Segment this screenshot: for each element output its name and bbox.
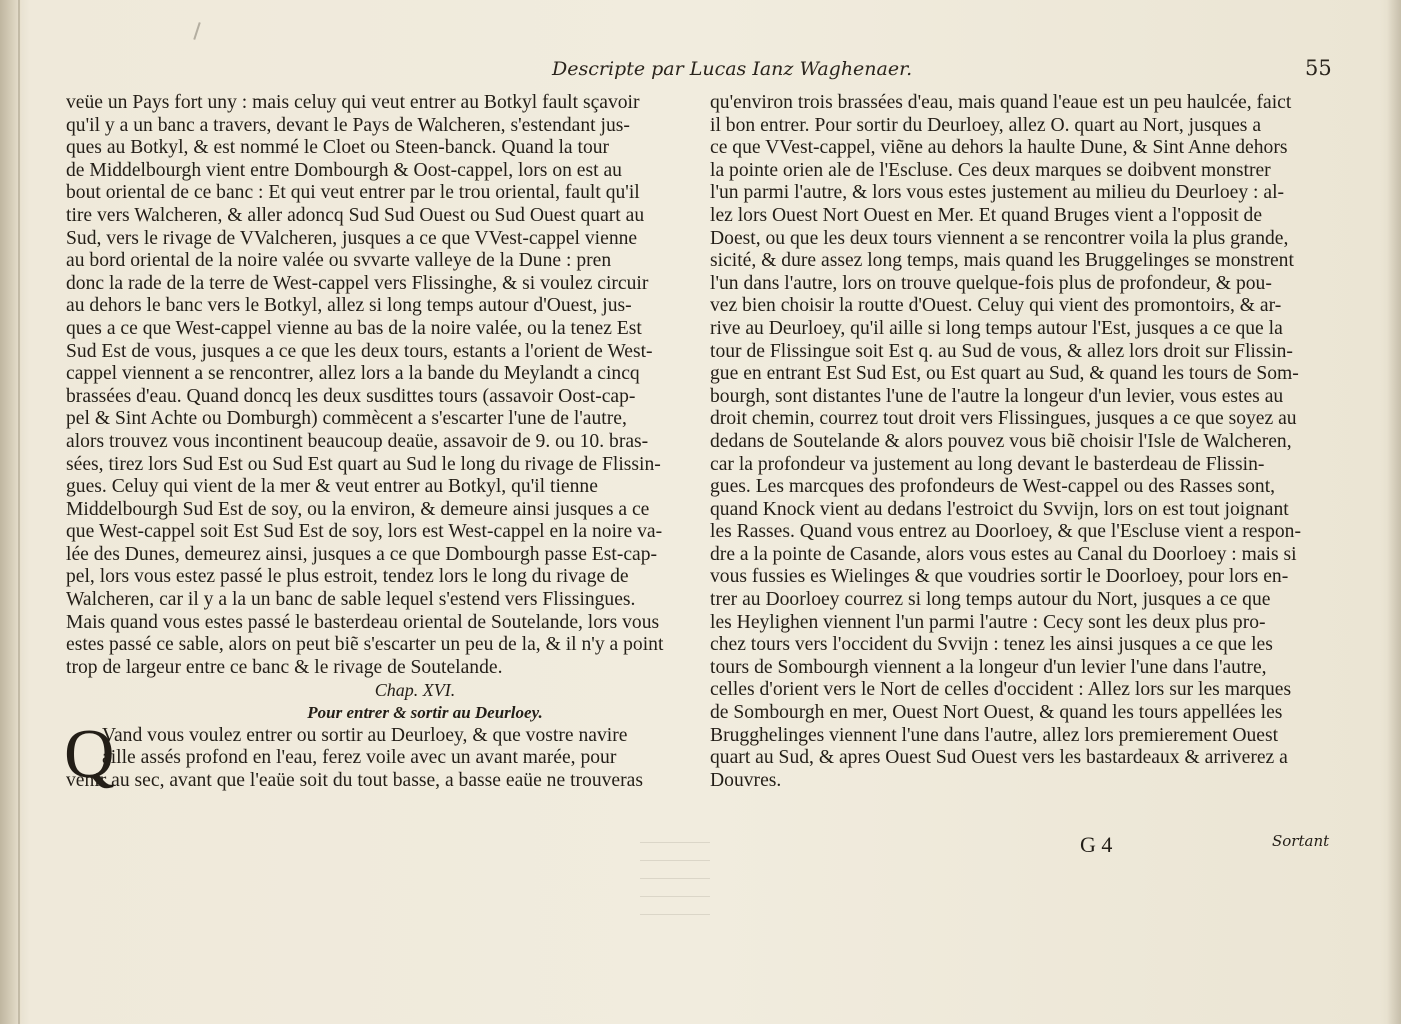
text-line: brassées d'eau. Quand doncq les deux susdittes tours (assavoir Oost-cap- bbox=[66, 385, 636, 407]
text-line: Walcheren, car il y a la un banc de sable lequel s'estend vers Flissingues. bbox=[66, 589, 636, 611]
right-column-body bbox=[710, 92, 1340, 792]
text-line: vous fussies es Wielinges & que voudries sortir le Doorloey, pour lors en- bbox=[710, 566, 1289, 588]
text-line: chez tours vers l'occident du Svvijn : tenez les ainsi jusques a ce que les bbox=[710, 634, 1273, 656]
page-number: 55 bbox=[1305, 56, 1332, 80]
text-line: quart au Sud, & apres Ouest Sud Ouest vers les bastardeaux & arriverez a bbox=[710, 747, 1288, 769]
text-line: dedans de Soutelande & alors pouvez vous biẽ choisir l'Isle de Walcheren, bbox=[710, 430, 1292, 452]
right-column bbox=[710, 92, 1340, 792]
text-line: qu'environ trois brassées d'eau, mais quand l'eaue est un peu haulcée, faict bbox=[710, 92, 1292, 113]
text-line: bourgh, sont distantes l'une de l'autre la longeur d'un levier, vous estes au bbox=[710, 385, 1284, 407]
chapter-heading: Chap. XVI. bbox=[374, 680, 456, 701]
text-line: trop de largeur entre ce banc & le rivage de Soutelande. bbox=[66, 656, 503, 678]
text-line: sées, tirez lors Sud Est ou Sud Est quart au Sud le long du rivage de Flissin- bbox=[66, 453, 661, 475]
text-line: tours de Sombourgh viennent a la longeur d'un levier l'une dans l'autre, bbox=[710, 656, 1267, 678]
running-title: Descripte par Lucas Ianz Waghenaer. bbox=[552, 58, 913, 80]
text-line: venir au sec, avant que l'eaüe soit du tout basse, a basse eaüe ne trouveras bbox=[66, 769, 643, 791]
text-line: celles d'orient vers le Nort de celles d'occident : Allez lors sur les marques bbox=[710, 679, 1292, 701]
text-line: lée des Dunes, demeurez ainsi, jusques a ce que Dombourgh passe Est-cap- bbox=[66, 543, 658, 565]
dropcap-letter: Q bbox=[64, 715, 115, 793]
text-line: qu'il y a un banc a travers, devant le Pays de Walcheren, s'estendant jus- bbox=[66, 114, 630, 136]
left-column bbox=[66, 92, 694, 792]
left-column-body bbox=[66, 92, 694, 679]
text-line: Vand vous voulez entrer ou sortir au Deurloey, & que vostre navire bbox=[102, 724, 628, 746]
text-line: Middelbourgh Sud Est de soy, ou la environ, & demeure ainsi jusques a ce bbox=[66, 498, 650, 520]
text-line: rive au Deurloey, qu'il aille si long temps autour l'Est, jusques a ce que la bbox=[710, 317, 1283, 339]
section-heading: Pour entrer & sortir au Deurloey. bbox=[307, 703, 543, 723]
text-line: sicité, & dure assez long temps, mais quand les Bruggelinges se monstrent bbox=[710, 250, 1294, 272]
text-line: ques au Botkyl, & est nommé le Cloet ou Steen-banck. Quand la tour bbox=[66, 137, 610, 159]
text-line: Mais quand vous estes passé le basterdeau oriental de Soutelande, lors vous bbox=[66, 611, 660, 633]
text-line: gues. Les marcques des profondeurs de West-cappel ou des Rasses sont, bbox=[710, 476, 1276, 498]
text-line: gues. Celuy qui vient de la mer & veut entrer au Botkyl, qu'il tienne bbox=[66, 476, 598, 498]
text-line: dre a la pointe de Casande, alors vous estes au Canal du Doorloey : mais si bbox=[710, 543, 1297, 565]
text-line: de Sombourgh en mer, Ouest Nort Ouest, & quand les tours appellées les bbox=[710, 702, 1283, 724]
text-line: Sud, vers le rivage de VValcheren, jusques a ce que VVest-cappel vienne bbox=[66, 227, 638, 249]
text-line: lez lors Ouest Nort Ouest en Mer. Et quand Bruges vient a l'opposit de bbox=[710, 204, 1263, 226]
pencil-mark bbox=[193, 22, 200, 40]
text-line: cappel viennent a se rencontrer, allez lors a la bande du Meylandt a cincq bbox=[66, 363, 640, 385]
text-line: veüe un Pays fort uny : mais celuy qui veut entrer au Botkyl fault sçavoir bbox=[66, 92, 640, 113]
text-line: les Heylighen viennent l'un parmi l'autre : Cecy sont les deux plus pro- bbox=[710, 611, 1266, 633]
text-line: tire vers Walcheren, & aller adoncq Sud Sud Ouest ou Sud Ouest quart au bbox=[66, 204, 645, 226]
dropcap-paragraph bbox=[64, 715, 694, 793]
page-edge-shadow bbox=[1387, 0, 1401, 1024]
text-line: car la profondeur va justement au long devant le basterdeau de Flissin- bbox=[710, 453, 1265, 475]
text-line: l'un dans l'autre, lors on trouve quelque-fois plus de profondeur, & pou- bbox=[710, 272, 1272, 294]
text-line: donc la rade de la terre de West-cappel vers Flissinghe, & si voulez circuir bbox=[66, 272, 649, 294]
text-line: aille assés profond en l'eau, ferez voile avec un avant marée, pour bbox=[102, 747, 617, 769]
text-line: vez bien choisir la routte d'Ouest. Celuy qui vient des promontoirs, & ar- bbox=[710, 295, 1282, 317]
signature-mark: G 4 bbox=[1080, 832, 1113, 857]
gutter-fold-line bbox=[18, 0, 20, 1024]
text-line: Sud Est de vous, jusques a ce que les deux tours, estants a l'orient de West- bbox=[66, 340, 653, 362]
text-line: les Rasses. Quand vous entrez au Doorloey, & que l'Escluse vient a respon- bbox=[710, 521, 1302, 543]
text-line: droit chemin, courrez tout droit vers Flissingues, jusques a ce que soyez au bbox=[710, 408, 1297, 430]
show-through-texture bbox=[640, 842, 710, 932]
text-line: alors trouvez vous incontinent beaucoup deaüe, assavoir de 9. ou 10. bras- bbox=[66, 430, 649, 452]
text-line: trer au Doorloey courrez si long temps autour du Nort, jusques a ce que bbox=[710, 589, 1271, 611]
text-line: quand Knock vient au dedans l'estroict du Svvijn, lors on est tout joignant bbox=[710, 498, 1289, 520]
text-line: bout oriental de ce banc : Et qui veut entrer par le trou oriental, fault qu'il bbox=[66, 182, 640, 204]
text-line: pel & Sint Achte ou Domburgh) commècent a s'escarter l'une de l'autre, bbox=[66, 408, 627, 430]
text-line: tour de Flissingue soit Est q. au Sud de vous, & allez lors droit sur Flissin- bbox=[710, 340, 1293, 362]
text-line: ce que VVest-cappel, viẽne au dehors la haulte Dune, & Sint Anne dehors bbox=[710, 137, 1288, 159]
text-line: ques a ce que West-cappel vienne au bas de la noire valée, ou la tenez Est bbox=[66, 317, 642, 339]
text-line: au dehors le banc vers le Botkyl, allez si long temps autour d'Ouest, jus- bbox=[66, 295, 632, 317]
text-line: de Middelbourgh vient entre Dombourgh & Oost-cappel, lors on est au bbox=[66, 159, 622, 181]
text-line: l'un parmi l'autre, & lors vous estes justement au milieu du Deurloey : al- bbox=[710, 182, 1285, 204]
text-line: la pointe orien ale de l'Escluse. Ces deux marques se doibvent monstrer bbox=[710, 159, 1271, 181]
text-line: que West-cappel soit Est Sud Est de soy, lors est West-cappel en la noire va- bbox=[66, 521, 663, 543]
text-line: il bon entrer. Pour sortir du Deurloey, allez O. quart au Nort, jusques a bbox=[710, 114, 1262, 136]
text-line: Brugghelinges viennent l'une dans l'autre, allez lors premierement Ouest bbox=[710, 724, 1279, 746]
text-line: pel, lors vous estez passé le plus estroit, tendez lors le long du rivage de bbox=[66, 566, 629, 588]
catchword: Sortant bbox=[1272, 832, 1330, 850]
text-line: Doest, ou que les deux tours viennent a se rencontrer voila la plus grande, bbox=[710, 227, 1289, 249]
text-line: estes passé ce sable, alors on peut biẽ s'escarter un peu de la, & il n'y a point bbox=[66, 634, 664, 656]
text-line: au bord oriental de la noire valée ou svvarte valleye de la Dune : pren bbox=[66, 250, 612, 272]
text-line: Douvres. bbox=[710, 769, 782, 791]
text-line: gue en entrant Est Sud Est, ou Est quart au Sud, & quand les tours de Som- bbox=[710, 363, 1299, 385]
